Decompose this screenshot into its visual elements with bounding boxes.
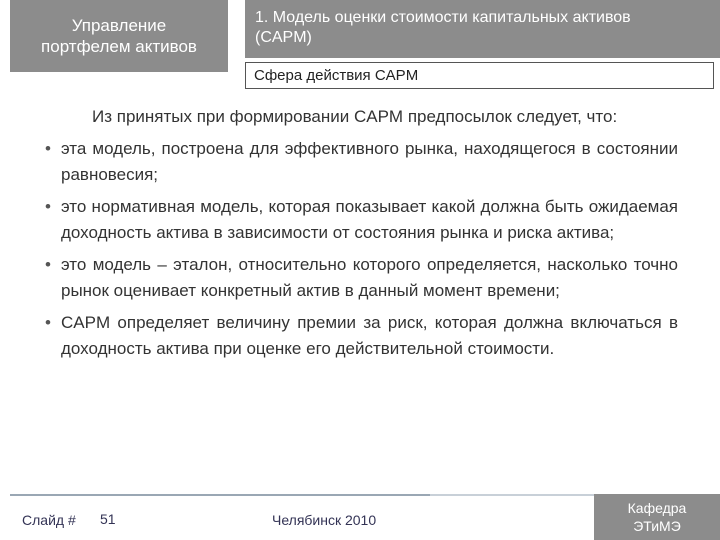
slide-title-line1: 1. Модель оценки стоимости капитальных активов [255,9,631,26]
bullet-icon: • [45,197,51,216]
slide-number: 51 [100,511,116,527]
intro-paragraph: Из принятых при формировании CAPM предпосылок следует, что: [92,107,618,126]
slide-subtitle: Сфера действия CAPM [245,62,714,89]
slide-title-box [245,0,720,58]
list-item [42,136,678,188]
list-item [42,310,678,362]
list-item [42,194,678,246]
bullet-text: это модель – эталон, относительно которого определяется, насколько точно рынок оценивает конкретный актив в данный момент времени; [61,255,678,300]
bullet-icon: • [45,139,51,158]
footer-divider-light [430,494,595,496]
department-line1: Кафедра [627,500,687,516]
bullet-text: это нормативная модель, которая показывает какой должна быть ожидаемая доходность актива в зависимости от состояния рынка и риска актива; [61,197,678,242]
bullet-list [42,136,678,362]
slide-title-line2: (CAPM) [255,29,312,46]
bullet-text: CAPM определяет величину премии за риск, которая должна включаться в доходность актива при оценке его действительной стоимости. [61,313,678,358]
bullet-text: эта модель, построена для эффективного рынка, находящегося в состоянии равновесия; [61,139,678,184]
slide-number-label: Слайд # [22,512,76,528]
bullet-icon: • [45,255,51,274]
bullet-icon: • [45,313,51,332]
footer-city-year: Челябинск 2010 [272,512,377,528]
course-title-box [10,0,228,72]
footer-divider [10,494,430,496]
slide-content [42,104,678,368]
course-title-line2: портфелем активов [41,37,197,56]
department-box [594,494,720,540]
department-line2: ЭТиМЭ [633,518,681,534]
list-item [42,252,678,304]
course-title-line1: Управление [71,16,167,35]
